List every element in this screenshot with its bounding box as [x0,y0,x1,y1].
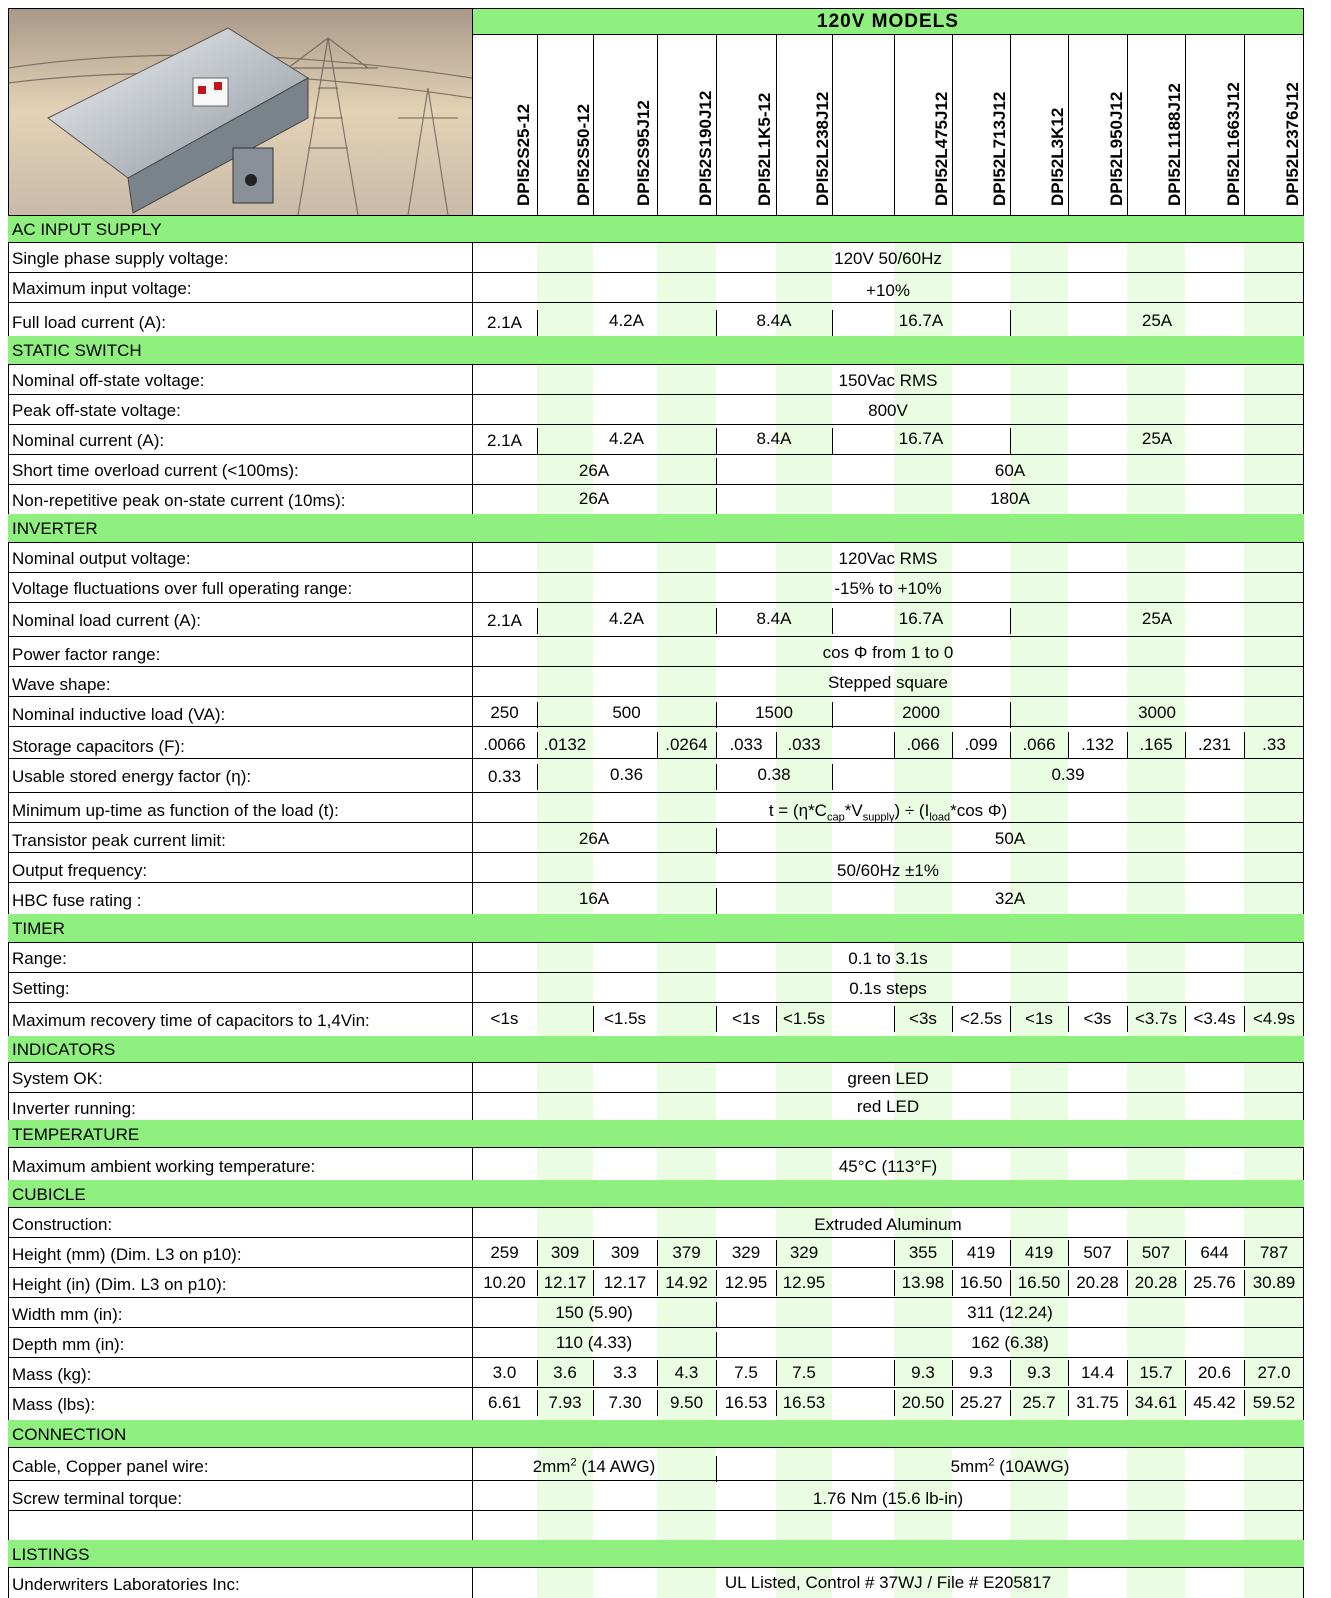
section-title: INDICATORS [12,1040,116,1059]
value-cell: 150Vac RMS [838,371,938,390]
mass-kg-value: 7.5 [734,1363,758,1382]
grid-line [593,34,594,216]
height-mm-value: 419 [1024,1243,1054,1262]
eta-symbol: η [798,801,809,820]
grid-line [8,1357,1304,1358]
mass-kg-value: 3.0 [492,1363,517,1382]
row-label: Nominal off-state voltage: [12,371,205,390]
model-header: DPI52L713J12 [990,91,1009,206]
section-indicators [8,1036,1304,1062]
capacitor-value: .231 [1197,735,1232,754]
row-label-part: Usable stored energy factor ( [12,767,232,786]
value-cell: 25A [1141,609,1173,628]
value-cell: 4.2A [609,429,644,448]
value-cell: 2.1A [487,313,522,332]
value-cell: 26A [578,489,610,508]
row-label: Range: [12,949,67,968]
value-cell: red LED [856,1097,920,1116]
formula-sub: supply [862,811,895,824]
grid-line [8,758,1304,759]
grid-line [8,1447,1304,1448]
grid-line [8,542,1304,543]
grid-line [8,8,1304,9]
value-part: from 1 to 0 [867,643,954,662]
value-part: 5mm [950,1457,989,1476]
mass-lbs-value: 7.30 [608,1393,642,1412]
recovery-value: <1.5s [603,1009,647,1028]
grid-line [8,454,1304,455]
eta-symbol: η [231,767,241,786]
row-label: Maximum input voltage: [12,279,192,298]
value-cell: 25A [1141,429,1173,448]
grid-line [8,726,1304,727]
value-cell: 250 [490,703,519,722]
height-in-value: 25.76 [1193,1273,1236,1292]
grid-line [8,394,1304,395]
model-header: DPI52L1188J12 [1165,83,1184,206]
grid-line [8,882,1304,883]
mass-kg-value: 9.3 [1027,1363,1051,1382]
model-header: DPI52L1K5-12 [755,92,774,206]
capacitor-value: .033 [729,735,763,754]
grid-line [1010,34,1011,216]
value-cell [716,1458,1304,1475]
value-cell: +10% [866,281,910,300]
formula-part: *cos [950,801,988,820]
mass-lbs-value: 59.52 [1252,1393,1296,1412]
row-label: Maximum recovery time of capacitors to 1,4Vin: [12,1011,370,1030]
value-cell: 26A [578,461,610,480]
grid-line [776,34,777,216]
product-photo [8,8,472,215]
formula-part: ) [1001,801,1008,820]
height-in-value: 12.17 [603,1273,647,1292]
value-sup: 2 [988,1456,995,1469]
row-label: Single phase supply voltage: [12,249,229,268]
model-header: DPI52L1663J12 [1223,82,1243,206]
height-in-value: 12.17 [543,1273,587,1292]
row-label: Transistor peak current limit: [12,831,226,850]
formula-sub: load [929,811,951,824]
value-cell: 2.1A [487,431,522,450]
value-cell: 4.2A [609,311,644,330]
grid-line [8,1480,1304,1481]
height-in-value: 10.20 [483,1273,526,1292]
value-cell: 0.39 [1051,765,1085,784]
mass-lbs-value: 16.53 [782,1393,826,1412]
model-header: DPI52S50-12 [574,103,593,206]
mass-kg-value: 3.6 [553,1363,577,1382]
height-mm-value: 507 [1141,1243,1171,1262]
mass-kg-value: 9.3 [911,1363,935,1382]
value-cell: 25A [1141,311,1173,330]
formula-part: ) ÷ (I [894,801,930,820]
model-header: DPI52L475J12 [932,91,951,206]
row-label-part: ): [240,767,252,786]
value-part: cos [822,643,854,662]
section-temperature [8,1120,1304,1147]
value-cell: 50/60Hz ±1% [837,861,939,880]
height-mm-value: 507 [1083,1243,1112,1262]
grid-line [8,1387,1304,1388]
grid-line [8,602,1304,603]
value-cell: 2.1A [487,611,522,630]
section-title: TIMER [12,919,65,938]
value-cell: 8.4A [756,429,792,448]
grid-line [8,1567,1304,1568]
grid-line [8,852,1304,853]
mass-lbs-value: 16.53 [724,1393,768,1412]
mass-kg-value: 9.3 [969,1363,993,1382]
formula-sub: cap [826,811,845,824]
mass-lbs-value: 25.7 [1022,1393,1056,1412]
grid-line [8,666,1304,667]
value-cell: 0.33 [487,767,522,786]
grid-line [1244,34,1245,216]
height-mm-value: 329 [731,1243,761,1262]
value-cell: 500 [612,703,641,722]
capacitor-value: .33 [1262,735,1286,754]
value-cell [472,1458,716,1475]
grid-line [8,1207,1304,1208]
grid-line [1068,34,1069,216]
recovery-value: <3.4s [1193,1009,1236,1028]
value-cell: 4.2A [609,609,644,628]
grid-line [8,1062,1304,1063]
value-cell: 311 (12.24) [967,1303,1053,1322]
row-label: Underwriters Laboratories Inc: [12,1575,240,1594]
capacitor-value: .0264 [665,735,708,754]
value-cell [472,644,1304,661]
row-label: Full load current (A): [12,313,166,332]
value-cell: 162 (6.38) [971,1333,1049,1352]
row-label: Setting: [12,979,70,998]
mass-lbs-value: 6.61 [487,1393,522,1412]
model-header: DPI52S190J12 [695,90,715,206]
grid-line [8,1092,1304,1093]
grid-line [716,34,717,216]
section-static-switch [8,336,1304,364]
grid-line [894,34,895,216]
mass-kg-value: 27.0 [1257,1363,1291,1382]
grid-line [8,1297,1304,1298]
grid-line [8,1510,1304,1511]
grid-line [8,424,1304,425]
row-label: Nominal current (A): [12,431,165,450]
row-label: Peak off-state voltage: [12,401,181,420]
mass-kg-value: 3.3 [613,1363,637,1382]
section-inverter [8,514,1304,542]
grid-line [8,1237,1304,1238]
grid-line [8,1147,1304,1148]
grid-line [657,34,658,216]
recovery-value: <3.7s [1134,1009,1178,1028]
mass-kg-value: 15.7 [1139,1363,1173,1382]
recovery-value: <1s [1025,1009,1053,1028]
mass-lbs-value: 7.93 [548,1393,582,1412]
capacitor-value: .132 [1080,735,1115,754]
height-in-value: 12.95 [782,1273,826,1292]
height-mm-value: 379 [672,1243,701,1262]
row-label: Mass (lbs): [12,1395,96,1414]
grid-line [8,792,1304,793]
value-cell: 8.4A [756,311,792,330]
grid-line [8,484,1304,485]
height-in-value: 13.98 [901,1273,945,1292]
section-title: STATIC SWITCH [12,341,142,360]
recovery-value: <3s [909,1009,937,1028]
value-cell: 8.4A [756,609,792,628]
height-mm-value: 259 [490,1243,519,1262]
grid-line [8,8,9,1598]
model-header: DPI52L238J12 [813,91,832,206]
grid-line [8,572,1304,573]
formula-part: t = ( [768,801,799,820]
model-header: DPI52L3K12 [1048,107,1067,206]
grid-line [8,822,1304,823]
model-header: DPI52S25-12 [513,103,533,206]
capacitor-value: .099 [964,735,998,754]
row-label: Minimum up-time as function of the load (t): [12,801,339,820]
grid-line [8,1002,1304,1003]
value-cell: Extruded Aluminum [814,1215,962,1234]
section-listings [8,1540,1304,1567]
value-cell: 110 (4.33) [555,1333,633,1352]
value-part: (10AWG) [994,1457,1070,1476]
recovery-value: <1s [732,1009,760,1028]
height-mm-value: 309 [550,1243,580,1262]
section-ac-input [8,216,1304,242]
capacitor-value: .165 [1139,735,1173,754]
table-title: 120V MODELS [472,8,1304,34]
grid-line [832,34,833,216]
grid-line [8,1327,1304,1328]
grid-line [537,34,538,216]
height-in-value: 16.50 [959,1273,1003,1292]
mass-kg-value: 4.3 [674,1363,699,1382]
row-label: Wave shape: [12,675,111,694]
row-label: Cable, Copper panel wire: [12,1457,209,1476]
value-cell: 60A [994,461,1026,480]
value-cell: 16.7A [898,609,944,628]
section-timer [8,914,1304,942]
section-title: AC INPUT SUPPLY [12,220,162,239]
mass-lbs-value: 45.42 [1193,1393,1236,1412]
row-label: Nominal output voltage: [12,549,191,568]
capacitor-value: .0066 [483,735,526,754]
row-label: Short time overload current (<100ms): [12,461,299,480]
phi-symbol: Φ [987,801,1002,820]
value-cell: -15% to +10% [834,579,942,598]
row-label: Height (in) (Dim. L3 on p10): [12,1275,227,1294]
grid-line [8,1267,1304,1268]
value-cell: 0.36 [609,765,644,784]
section-title: INVERTER [12,519,98,538]
row-label: Voltage fluctuations over full operating range: [12,579,353,598]
value-cell: UL Listed, Control # 37WJ / File # E205817 [724,1573,1052,1592]
value-cell: 1.76 Nm (15.6 lb-in) [812,1489,964,1508]
row-label: System OK: [12,1069,103,1088]
mass-lbs-value: 20.50 [901,1393,945,1412]
row-label: Nominal inductive load (VA): [12,705,226,724]
grid-line [8,364,1304,365]
grid-line [8,696,1304,697]
mass-lbs-value: 25.27 [959,1393,1003,1412]
value-cell: 0.38 [757,765,791,784]
grid-line [1127,34,1128,216]
row-label: Screw terminal torque: [12,1489,183,1508]
formula-cell [472,801,1304,824]
section-title: CONNECTION [12,1425,127,1444]
row-label: Depth mm (in): [12,1335,125,1354]
product-photo-illustration [8,8,472,215]
grid-line [1185,34,1186,216]
row-label: Maximum ambient working temperature: [12,1157,316,1176]
value-cell: 0.1 to 3.1s [848,949,928,968]
section-title: CUBICLE [12,1185,86,1204]
value-cell: 120V 50/60Hz [834,249,942,268]
height-in-value: 16.50 [1017,1273,1061,1292]
value-cell: 180A [990,489,1030,508]
value-part: 2mm [532,1457,571,1476]
grid-line [8,272,1304,273]
height-mm-value: 644 [1200,1243,1229,1262]
recovery-value: <1.5s [782,1009,826,1028]
value-cell: 16.7A [898,429,944,448]
section-cubicle [8,1180,1304,1207]
row-label: Non-repetitive peak on-state current (10ms): [12,491,346,510]
value-cell: 1500 [755,703,793,722]
recovery-value: <2.5s [959,1009,1003,1028]
value-cell: green LED [847,1069,929,1088]
height-in-value: 14.92 [665,1273,708,1292]
grid-line [8,636,1304,637]
model-header: DPI52L950J12 [1106,91,1126,206]
value-cell: 50A [994,829,1026,848]
row-label: Inverter running: [12,1099,136,1118]
capacitor-value: .066 [906,735,940,754]
mass-kg-value: 14.4 [1080,1363,1115,1382]
row-label [12,768,251,785]
mass-lbs-value: 31.75 [1076,1393,1119,1412]
formula-part: *V [844,801,863,820]
value-cell: 16A [578,889,610,908]
value-part: (14 AWG) [576,1457,656,1476]
mass-kg-value: 7.5 [792,1363,816,1382]
grid-line [472,34,1304,35]
value-cell: 26A [578,829,610,848]
value-cell: 16.7A [898,311,944,330]
value-sup: 2 [570,1456,577,1469]
mass-lbs-value: 9.50 [669,1393,704,1412]
section-connection [8,1420,1304,1447]
row-label: Power factor range: [12,645,161,664]
height-mm-value: 787 [1259,1243,1289,1262]
row-label: Storage capacitors (F): [12,737,185,756]
grid-line [8,942,1304,943]
height-in-value: 30.89 [1252,1273,1296,1292]
value-cell: 150 (5.90) [555,1303,633,1322]
value-cell: 32A [994,889,1026,908]
section-title: LISTINGS [12,1545,90,1564]
grid-line [8,242,1304,243]
phi-symbol: Φ [853,643,868,662]
model-header: DPI52S95J12 [634,100,653,206]
recovery-value: <4.9s [1252,1009,1296,1028]
formula-part: *C [808,801,827,820]
height-in-value: 20.28 [1134,1273,1178,1292]
mass-lbs-value: 34.61 [1134,1393,1178,1412]
value-cell: 2000 [902,703,940,722]
mass-kg-value: 20.6 [1197,1363,1232,1382]
recovery-value: <3s [1083,1009,1112,1028]
capacitor-value: .066 [1022,735,1056,754]
value-cell: 800V [868,401,908,420]
value-cell: 45°C (113°F) [838,1157,938,1176]
row-label: Nominal load current (A): [12,611,201,630]
grid-line [8,302,1304,303]
value-cell: Stepped square [827,673,949,692]
row-label: Width mm (in): [12,1305,123,1324]
value-cell: 3000 [1138,703,1176,722]
height-in-value: 12.95 [724,1273,768,1292]
capacitor-value: .0132 [543,735,587,754]
row-label: HBC fuse rating : [12,891,142,910]
value-cell: 120Vac RMS [838,549,938,568]
section-title: TEMPERATURE [12,1125,140,1144]
grid-line [952,34,953,216]
recovery-value: <1s [490,1009,519,1028]
value-cell: 0.1s steps [849,979,927,998]
row-label: Output frequency: [12,861,148,880]
row-label: Height (mm) (Dim. L3 on p10): [12,1245,242,1264]
height-mm-value: 309 [610,1243,640,1262]
height-in-value: 20.28 [1076,1273,1119,1292]
row-label: Construction: [12,1215,113,1234]
height-mm-value: 355 [908,1243,938,1262]
grid-line [8,972,1304,973]
model-header: DPI52L2376J12 [1283,82,1302,206]
row-label: Mass (kg): [12,1365,92,1384]
height-mm-value: 329 [789,1243,819,1262]
capacitor-value: .033 [787,735,821,754]
height-mm-value: 419 [966,1243,996,1262]
